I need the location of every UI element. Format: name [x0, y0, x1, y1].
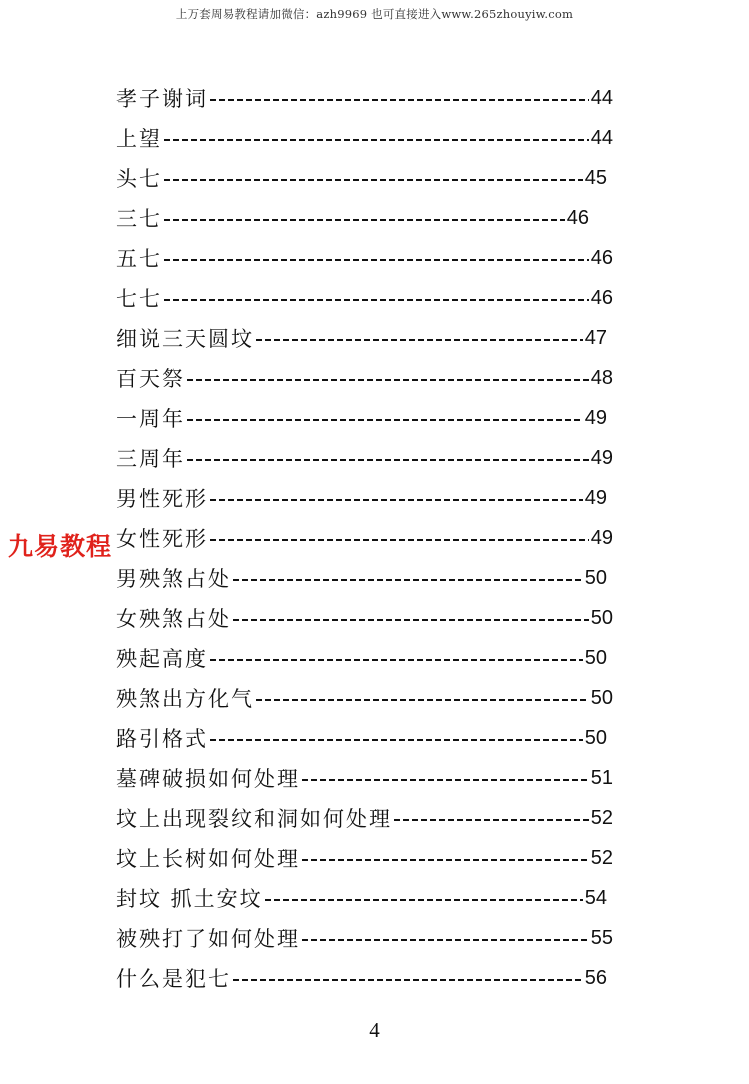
toc-leader-dots — [256, 339, 583, 341]
toc-entry-title: 百天祭 — [116, 363, 185, 393]
toc-entry-title: 三七 — [116, 203, 162, 233]
header-banner: 上万套周易教程请加微信：azh9969 也可直接进入www.265zhouyiw.com — [175, 7, 574, 21]
toc-entry-title: 男殃煞占处 — [116, 563, 231, 593]
toc-leader-dots — [394, 819, 589, 821]
toc-entry-title: 墓碑破损如何处理 — [116, 763, 300, 793]
toc-entry[interactable] — [116, 842, 616, 882]
toc-entry[interactable] — [116, 122, 616, 162]
toc-entry-page: 54 — [584, 886, 607, 909]
toc-leader-dots — [164, 259, 589, 261]
toc-entry-page: 47 — [584, 326, 607, 349]
toc-leader-dots — [164, 219, 565, 221]
toc-entry-page: 44 — [590, 126, 613, 149]
toc-entry-page: 45 — [584, 166, 607, 189]
toc-entry-title: 坟上长树如何处理 — [116, 843, 300, 873]
toc-leader-dots — [164, 139, 589, 141]
watermark-logo: 九易教程 — [8, 532, 113, 561]
toc-entry-title: 坟上出现裂纹和洞如何处理 — [116, 803, 392, 833]
toc-entry-page: 50 — [590, 686, 613, 709]
toc-entry-title: 封坟 抓土安坟 — [116, 883, 263, 913]
toc-entry-title: 殃煞出方化气 — [116, 683, 254, 713]
toc-entry[interactable] — [116, 482, 616, 522]
toc-entry[interactable] — [116, 282, 616, 322]
toc-entry-page: 49 — [590, 526, 613, 549]
toc-entry-title: 女殃煞占处 — [116, 603, 231, 633]
toc-entry-page: 52 — [590, 846, 613, 869]
toc-entry-title: 上望 — [116, 123, 162, 153]
toc-entry-page: 50 — [584, 646, 607, 669]
toc-leader-dots — [302, 859, 589, 861]
toc-entry-page: 46 — [590, 286, 613, 309]
toc-entry[interactable] — [116, 642, 616, 682]
toc-entry[interactable] — [116, 82, 616, 122]
toc-entry-title: 孝子谢词 — [116, 83, 208, 113]
toc-entry[interactable] — [116, 762, 616, 802]
toc-entry-title: 什么是犯七 — [116, 963, 231, 993]
toc-leader-dots — [256, 699, 589, 701]
toc-entry-title: 三周年 — [116, 443, 185, 473]
toc-leader-dots — [164, 179, 583, 181]
toc-entry-title: 路引格式 — [116, 723, 208, 753]
toc-entry[interactable] — [116, 522, 616, 562]
toc-entry[interactable] — [116, 242, 616, 282]
toc-entry[interactable] — [116, 602, 616, 642]
toc-entry-page: 52 — [590, 806, 613, 829]
toc-entry-title: 一周年 — [116, 403, 185, 433]
toc-entry[interactable] — [116, 162, 616, 202]
toc-entry-page: 48 — [590, 366, 613, 389]
toc-entry[interactable] — [116, 202, 616, 242]
toc-leader-dots — [233, 619, 589, 621]
toc-entry[interactable] — [116, 722, 616, 762]
toc-leader-dots — [233, 579, 583, 581]
toc-entry[interactable] — [116, 362, 616, 402]
toc-leader-dots — [210, 99, 589, 101]
toc-entry-page: 49 — [584, 486, 607, 509]
toc-leader-dots — [187, 379, 589, 381]
toc-entry-page: 46 — [566, 206, 589, 229]
toc-leader-dots — [187, 419, 583, 421]
toc-entry-title: 头七 — [116, 163, 162, 193]
toc-entry-title: 五七 — [116, 243, 162, 273]
toc-entry-page: 56 — [584, 966, 607, 989]
toc-leader-dots — [210, 499, 583, 501]
toc-entry-page: 50 — [590, 606, 613, 629]
toc-leader-dots — [187, 459, 589, 461]
toc-entry-page: 51 — [590, 766, 613, 789]
toc-entry[interactable] — [116, 962, 616, 1002]
toc-entry-page: 50 — [584, 726, 607, 749]
toc-entry[interactable] — [116, 882, 616, 922]
toc-entry[interactable] — [116, 402, 616, 442]
toc-leader-dots — [164, 299, 589, 301]
toc-entry-page: 44 — [590, 86, 613, 109]
toc-leader-dots — [210, 539, 589, 541]
toc-entry-title: 被殃打了如何处理 — [116, 923, 300, 953]
toc-entry-title: 细说三天圆坟 — [116, 323, 254, 353]
toc-leader-dots — [265, 899, 583, 901]
table-of-contents — [116, 82, 616, 1002]
toc-entry[interactable] — [116, 922, 616, 962]
toc-entry-page: 49 — [584, 406, 607, 429]
toc-entry-title: 七七 — [116, 283, 162, 313]
toc-leader-dots — [210, 739, 583, 741]
page-number: 4 — [369, 1018, 380, 1042]
toc-entry[interactable] — [116, 442, 616, 482]
toc-entry-title: 女性死形 — [116, 523, 208, 553]
toc-entry[interactable] — [116, 802, 616, 842]
toc-entry[interactable] — [116, 322, 616, 362]
toc-leader-dots — [302, 779, 589, 781]
toc-entry[interactable] — [116, 562, 616, 602]
toc-entry-title: 殃起高度 — [116, 643, 208, 673]
toc-leader-dots — [302, 939, 589, 941]
toc-entry-page: 49 — [590, 446, 613, 469]
toc-entry-page: 50 — [584, 566, 607, 589]
toc-leader-dots — [210, 659, 583, 661]
toc-entry-page: 55 — [590, 926, 613, 949]
toc-leader-dots — [233, 979, 583, 981]
toc-entry-page: 46 — [590, 246, 613, 269]
toc-entry-title: 男性死形 — [116, 483, 208, 513]
toc-entry[interactable] — [116, 682, 616, 722]
